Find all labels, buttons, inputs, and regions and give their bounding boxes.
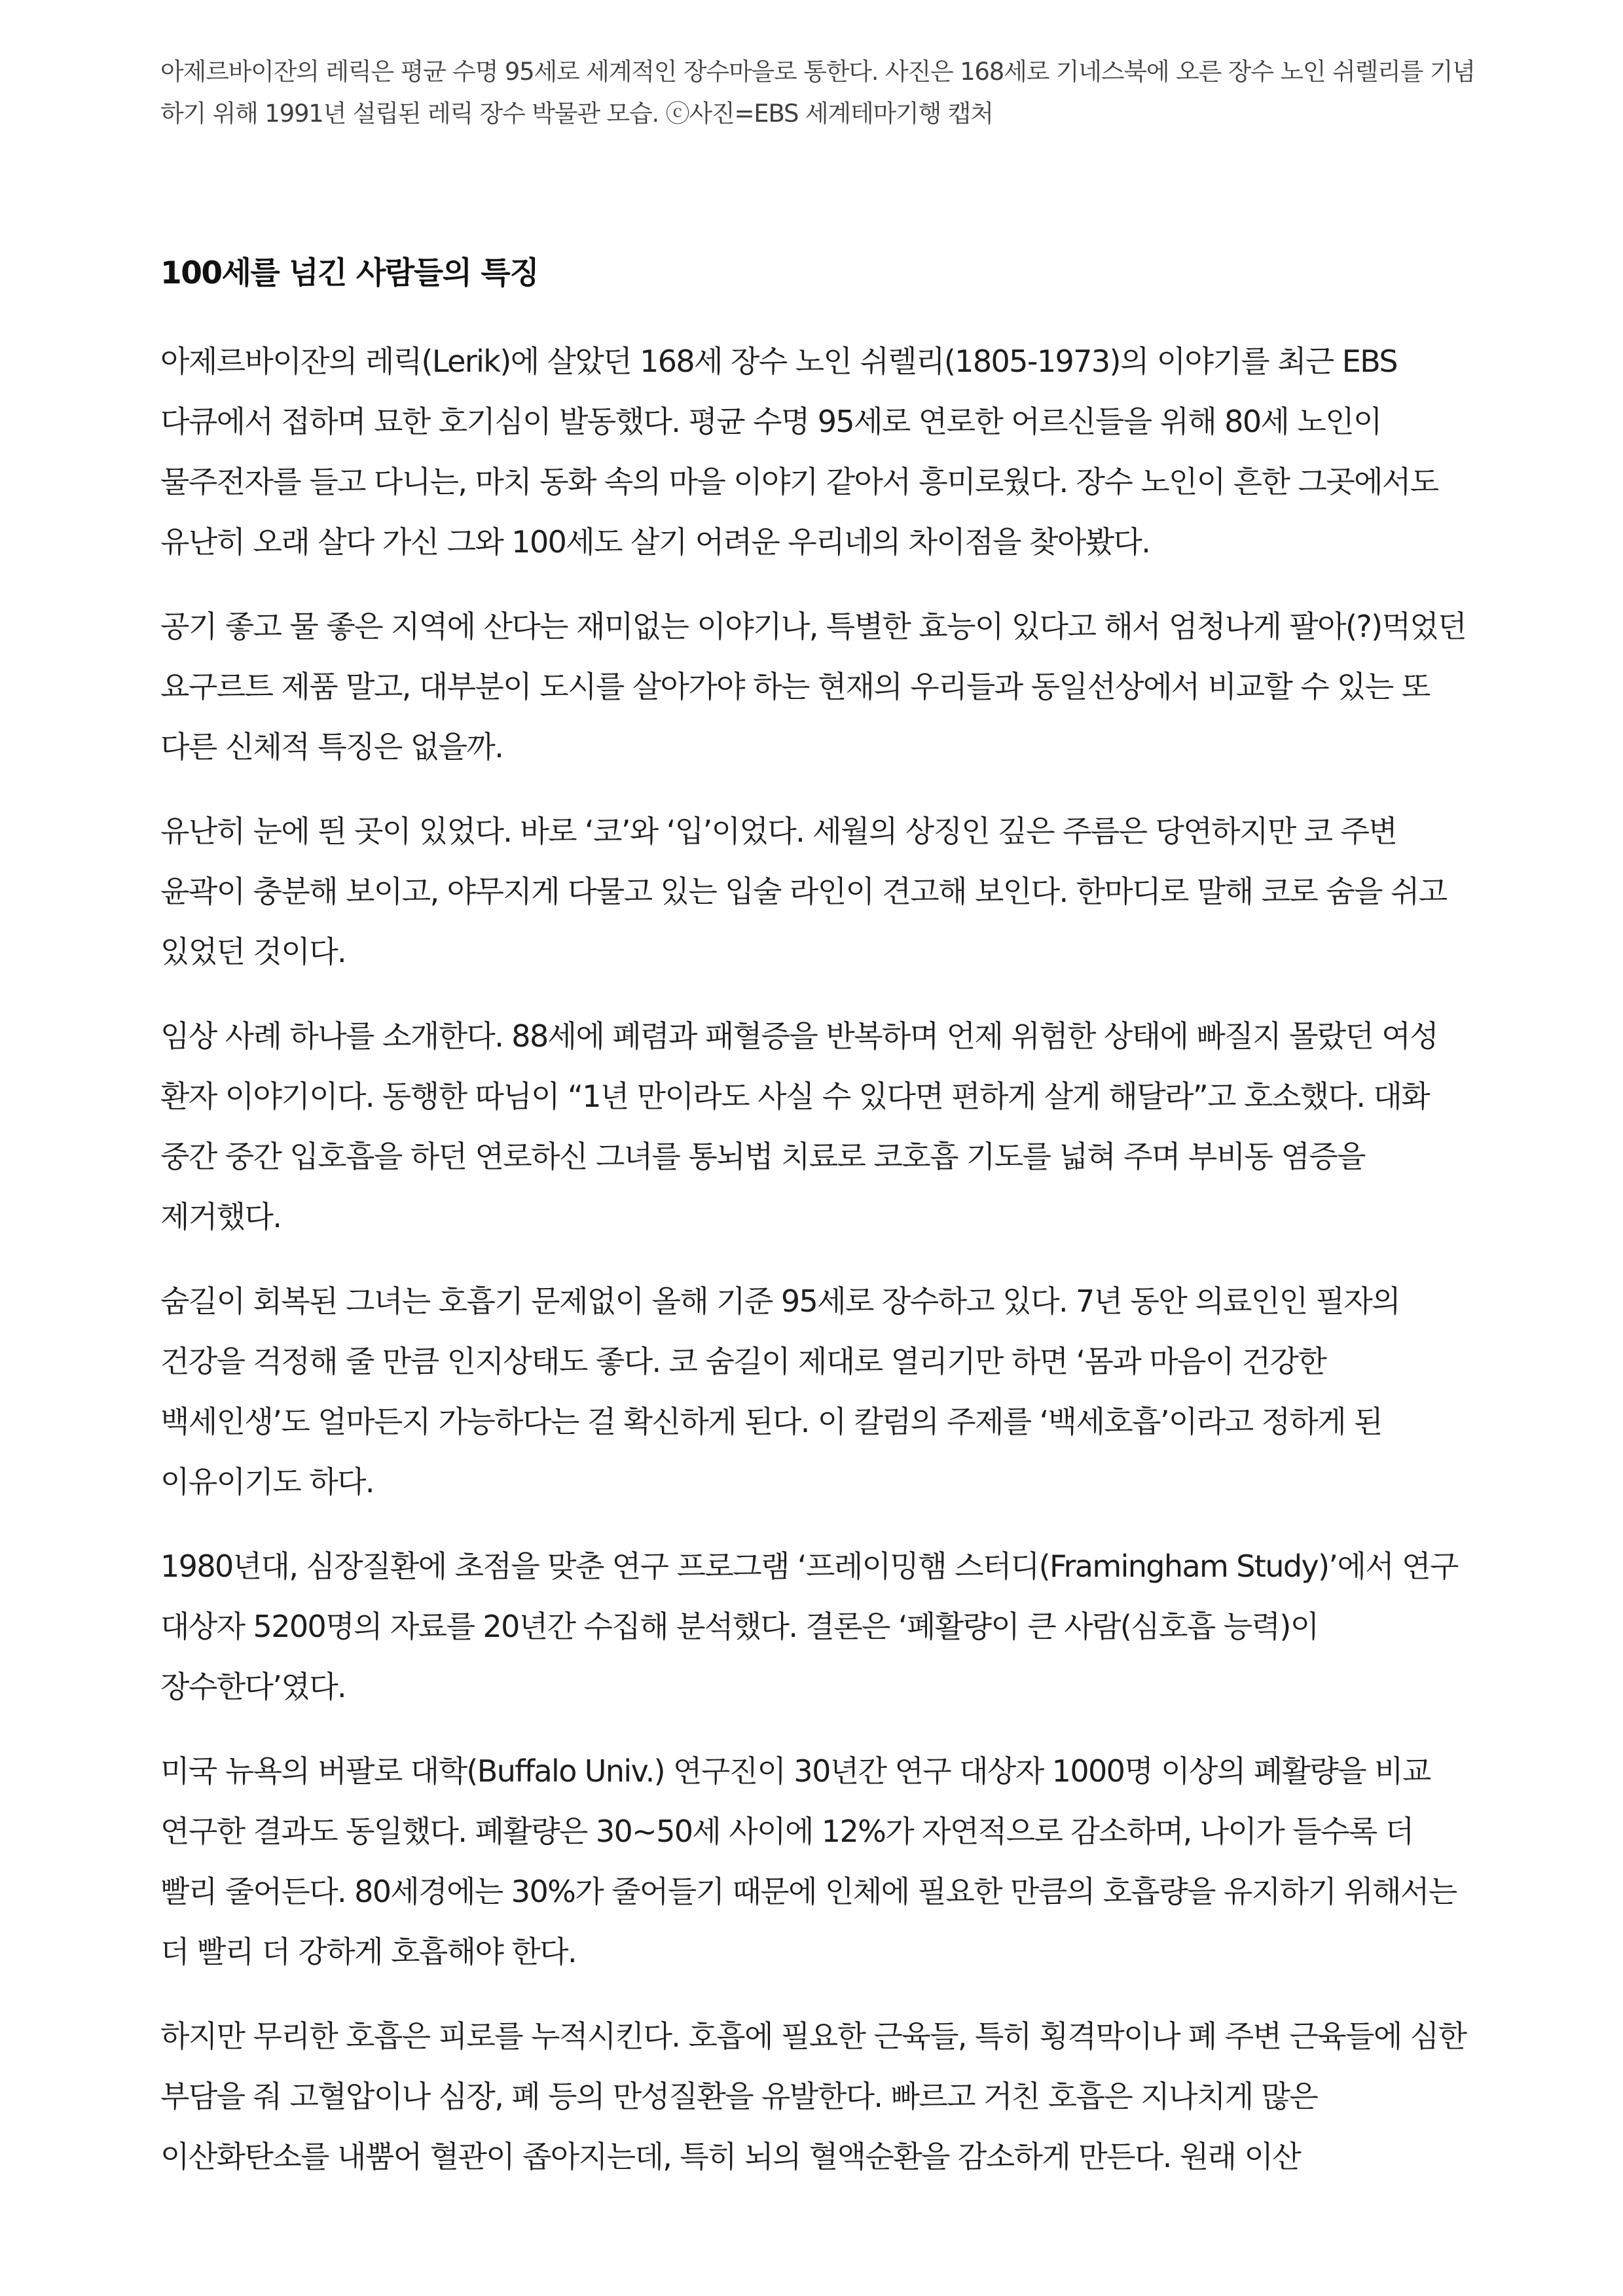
paragraph-clinical-case: 임상 사례 하나를 소개한다. 88세에 폐렴과 패혈증을 반복하며 언제 위험한 상태에 빠질지 몰랐던 여성 환자 이야기이다. 동행한 따님이 “1년 만이라도 사실 수 있다면 편하게 살게 해달라”고 호소했다. 대화 중간 중간 입호흡을 하던 연로하신 그녀를 통뇌법 치료로 코호흡 기도를 넓혀 주며 부비동 염증을 제거했다. <box>160 1018 1438 1234</box>
paragraph-nose-mouth: 유난히 눈에 띈 곳이 있었다. 바로 ‘코’와 ‘입’이었다. 세월의 상징인 깊은 주름은 당연하지만 코 주변 윤곽이 충분해 보이고, 야무지게 다물고 있는 입술 라인이 견고해 보인다. 한마디로 말해 코로 숨을 쉬고 있었던 것이다. <box>160 814 1447 969</box>
paragraph-recovery: 숨길이 회복된 그녀는 호흡기 문제없이 올해 기준 95세로 장수하고 있다. 7년 동안 의료인인 필자의 건강을 걱정해 줄 만큼 인지상태도 좋다. 코 숨길이 제대로 열리기만 하면 ‘몸과 마음이 건강한 백세인생’도 얼마든지 가능하다는 걸 확신하게 된다. 이 칼럼의 주제를 ‘백세호흡’이라고 정하게 된 이유이기도 하다. <box>160 1283 1400 1499</box>
article-body <box>160 331 1476 2211</box>
section-heading: 100세를 넘긴 사람들의 특징 <box>160 255 539 291</box>
paragraph-lerik-story: 아제르바이잔의 레릭(Lerik)에 살았던 168세 장수 노인 쉬렐리(1805-1973)의 이야기를 최근 EBS 다큐에서 접하며 묘한 호기심이 발동했다. 평균 수명 95세로 연로한 어르신들을 위해 80세 노인이 물주전자를 들고 다니는, 마치 동화 속의 마을 이야기 같아서 흥미로웠다. 장수 노인이 흔한 그곳에서도 유난히 오래 살다 가신 그와 100세도 살기 어려운 우리네의 차이점을 찾아봤다. <box>160 344 1438 560</box>
paragraph-physical-traits: 공기 좋고 물 좋은 지역에 산다는 재미없는 이야기나, 특별한 효능이 있다고 해서 엄청나게 팔아(?)먹었던 요구르트 제품 말고, 대부분이 도시를 살아가야 하는 현재의 우리들과 동일선상에서 비교할 수 있는 또 다른 신체적 특징은 없을까. <box>160 609 1467 764</box>
paragraph-framingham: 1980년대, 심장질환에 초점을 맞춘 연구 프로그램 ‘프레이밍햄 스터디(Framingham Study)’에서 연구 대상자 5200명의 자료를 20년간 수집해 분석했다. 결론은 ‘폐활량이 큰 사람(심호흡 능력)이 장수한다’였다. <box>160 1549 1458 1704</box>
photo-caption: 아제르바이잔의 레릭은 평균 수명 95세로 세계적인 장수마을로 통한다. 사진은 168세로 기네스북에 오른 장수 노인 쉬렐리를 기념하기 위해 1991년 설립된 레릭 장수 박물관 모습. ⓒ사진=EBS 세계테마기행 캡처 <box>160 58 1475 128</box>
paragraph-excess-breathing: 하지만 무리한 호흡은 피로를 누적시킨다. 호흡에 필요한 근육들, 특히 횡격막이나 폐 주변 근육들에 심한 부담을 줘 고혈압이나 심장, 폐 등의 만성질환을 유발한다. 빠르고 거친 호흡은 지나치게 많은 이산화탄소를 내뿜어 혈관이 좁아지는데, 특히 뇌의 혈액순환을 감소하게 만든다. 원래 이산 <box>160 2018 1467 2174</box>
paragraph-buffalo: 미국 뉴욕의 버팔로 대학(Buffalo Univ.) 연구진이 30년간 연구 대상자 1000명 이상의 폐활량을 비교 연구한 결과도 동일했다. 폐활량은 30~50세 사이에 12%가 자연적으로 감소하며, 나이가 들수록 더 빨리 줄어든다. 80세경에는 30%가 줄어들기 때문에 인체에 필요한 만큼의 호흡량을 유지하기 위해서는 더 빨리 더 강하게 호흡해야 한다. <box>160 1753 1457 1969</box>
